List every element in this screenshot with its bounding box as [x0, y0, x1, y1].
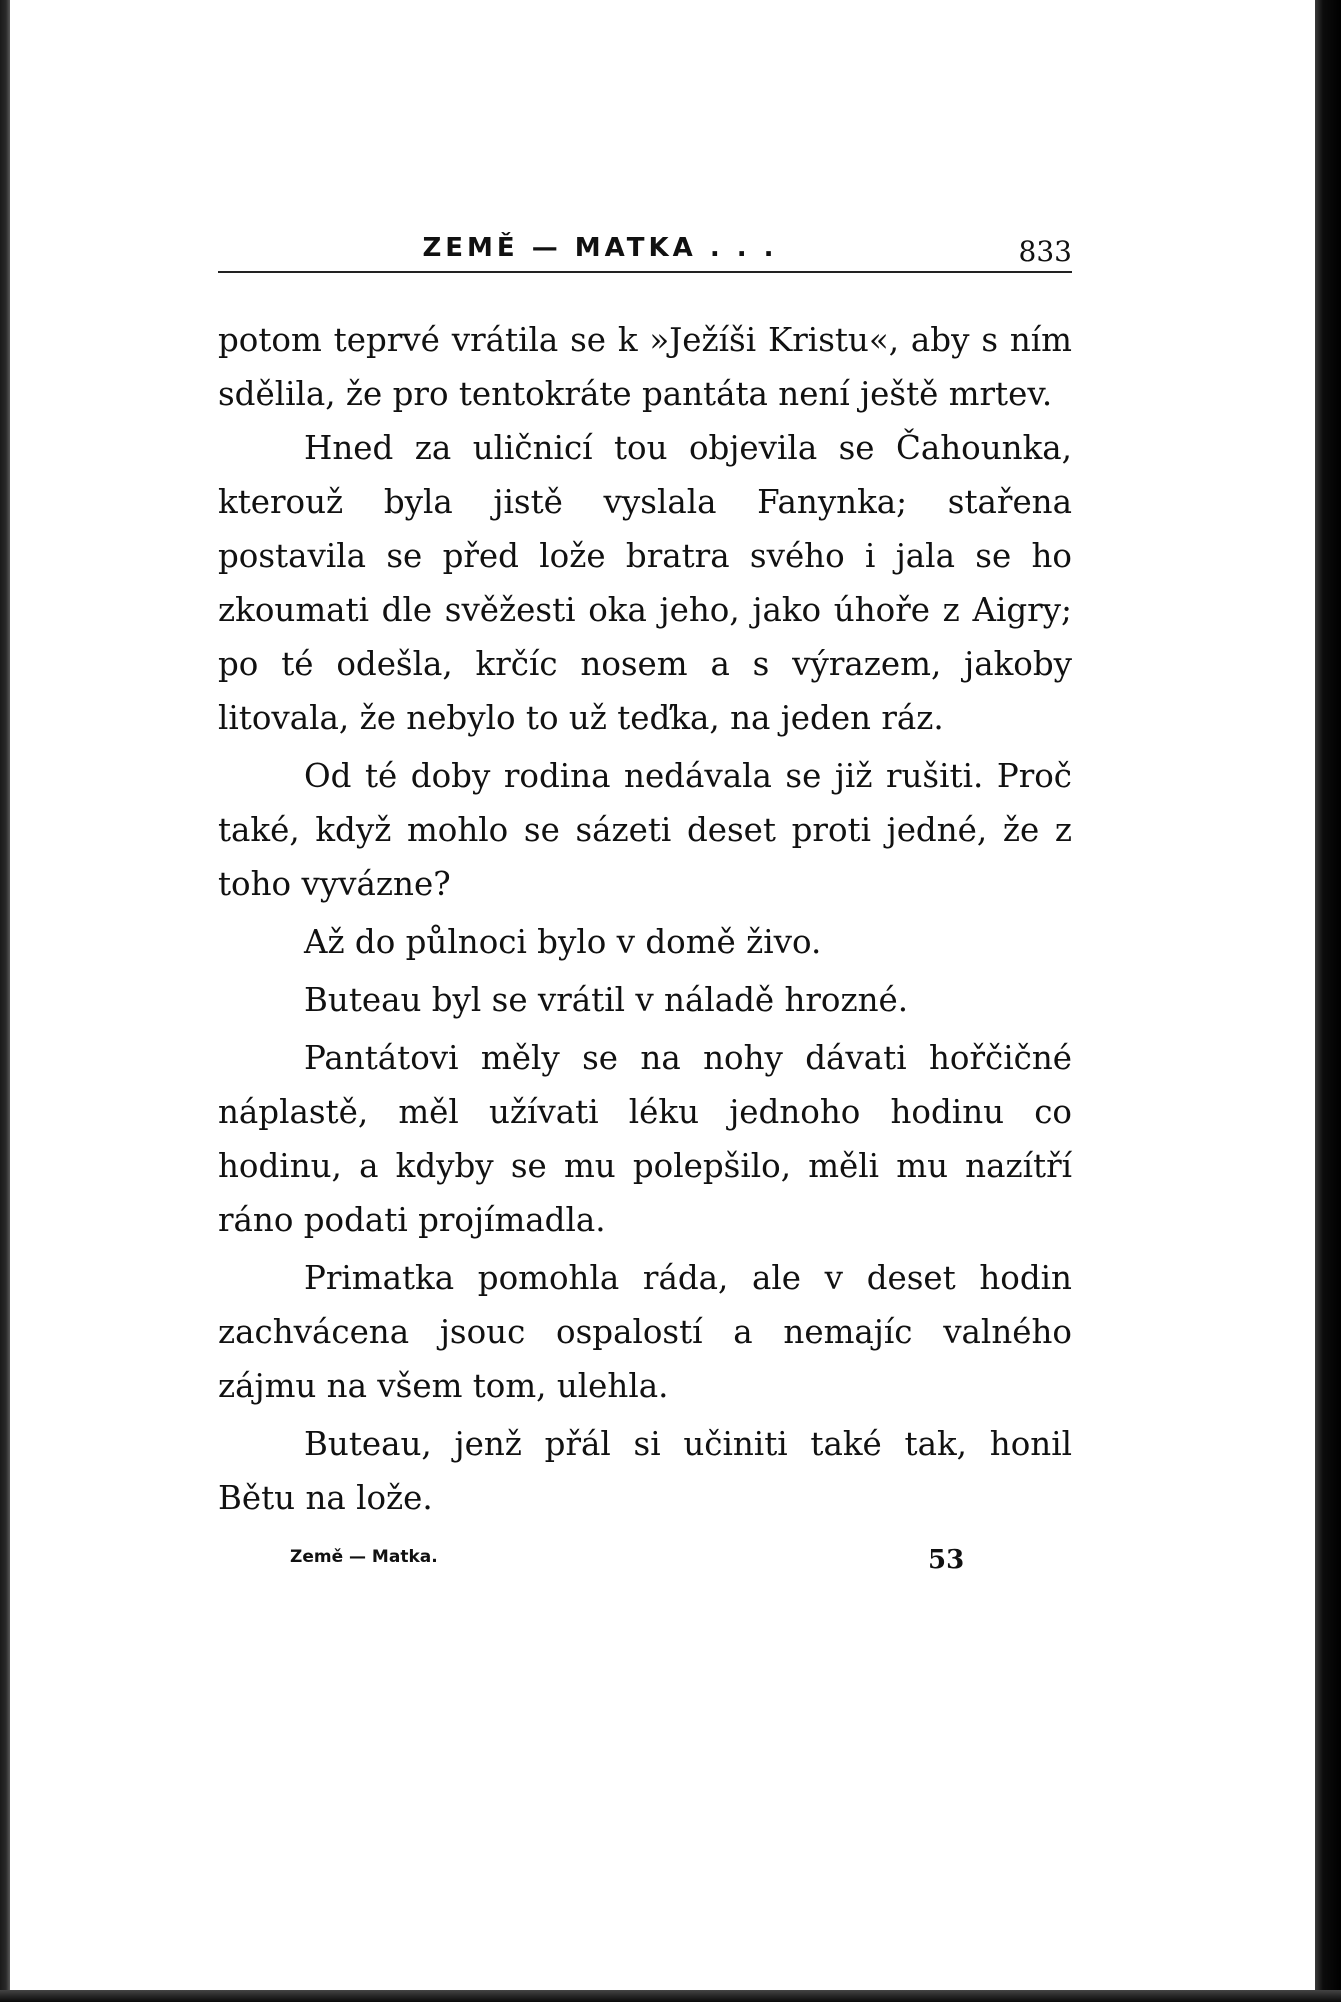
paragraph: Buteau, jenž přál si učiniti také tak, honil Bětu na lože. — [218, 1425, 1072, 1517]
scan-edge-left — [0, 0, 10, 2002]
page-footer — [218, 1541, 1072, 1581]
signature-mark: Země — Matka. — [290, 1547, 438, 1567]
paragraph: Až do půlnoci bylo v domě živo. — [304, 923, 822, 961]
running-header — [218, 225, 1072, 273]
running-title: ZEMĚ — MATKA . . . — [422, 233, 778, 263]
paragraph: Od té doby rodina nedávala se již rušiti. Proč také, když mohlo se sázeti deset proti jedné, že z toho vyvázne? — [218, 757, 1072, 903]
paragraph: Buteau byl se vrátil v náladě hrozné. — [304, 981, 909, 1019]
body-text — [218, 313, 1072, 1525]
scan-edge-right — [1315, 0, 1341, 2002]
paragraph: Hned za uličnicí tou objevila se Čahounka, kterouž byla jistě vyslala Fanynka; stařena postavila se před lože bratra svého i jala se ho zkoumati dle svěžesti oka jeho, jako úhoře z Aigry; po té odešla, krčíc nosem a s výrazem, jakoby litovala, že nebylo to už teďka, na jeden ráz. — [218, 429, 1072, 737]
scan-edge-bottom — [0, 1990, 1341, 2002]
page-number: 833 — [1018, 235, 1072, 268]
book-page — [218, 225, 1072, 1581]
sheet-number: 53 — [928, 1545, 965, 1575]
paragraph: potom teprvé vrátila se k »Ježíši Kristu«, aby s ním sdělila, že pro tentokráte pantáta není ještě mrtev. — [218, 321, 1072, 413]
paragraph: Primatka pomohla ráda, ale v deset hodin zachvácena jsouc ospalostí a nemajíc valného zájmu na všem tom, ulehla. — [218, 1259, 1072, 1405]
paragraph: Pantátovi měly se na nohy dávati hořčičné náplastě, měl užívati léku jednoho hodinu co hodinu, a kdyby se mu polepšilo, měli mu nazítří ráno podati projímadla. — [218, 1039, 1072, 1239]
